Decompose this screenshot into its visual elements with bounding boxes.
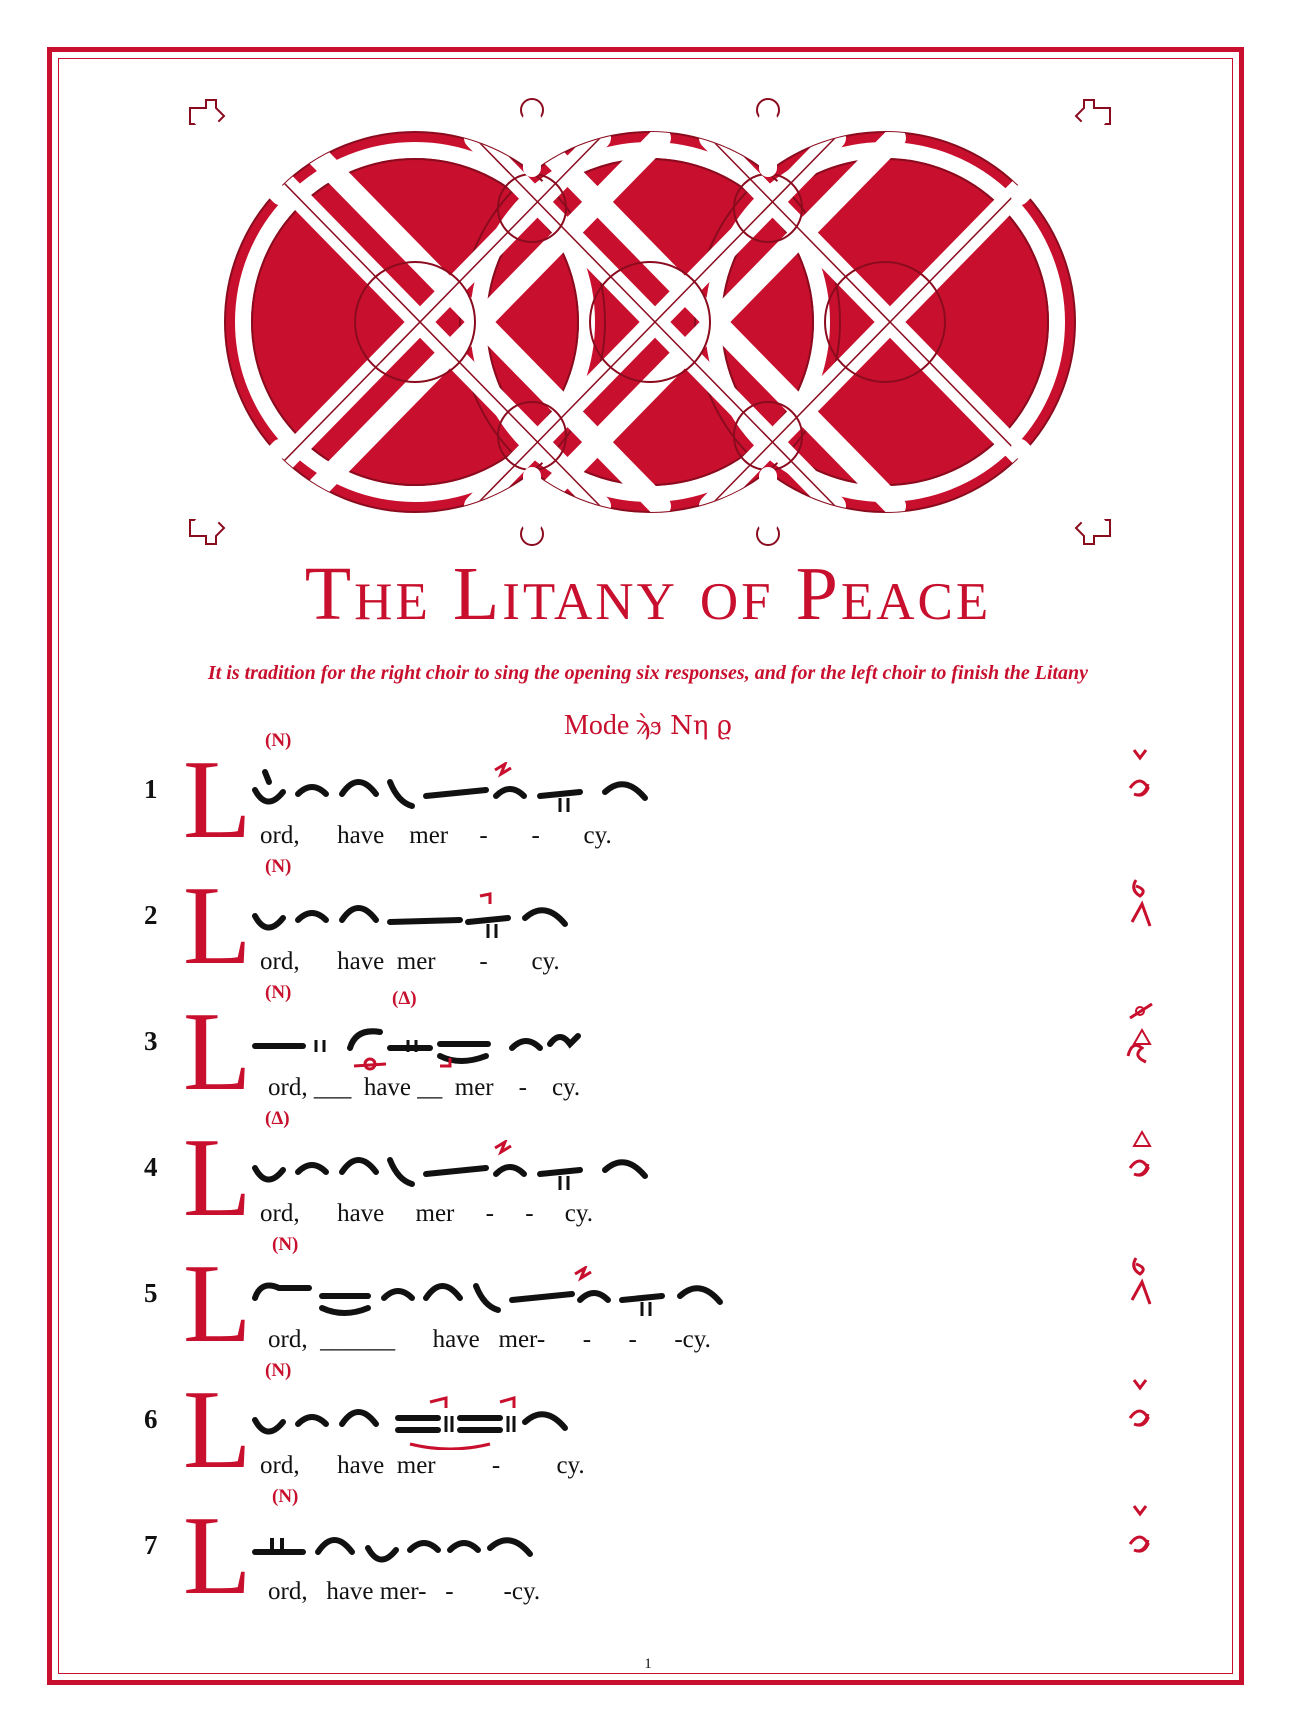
drop-cap: L [183,1116,252,1240]
response-5 [130,1234,1170,1373]
byzantine-neumes [250,1392,770,1450]
martyria-sign [1120,870,1160,970]
response-number: 7 [144,1530,158,1560]
response-number: 3 [144,1026,158,1056]
page-title: The Litany of Peace [304,552,992,636]
martyria-sign [1120,1374,1160,1474]
lyric-text: ord, have mer- - -cy. [268,1578,541,1605]
drop-cap: L [183,1368,252,1492]
choir-instruction: It is tradition for the right choir to sing the opening six responses, and for the left choir to finish the Litany [207,662,1089,684]
response-7 [130,1486,1170,1625]
byzantine-neumes [250,1140,770,1198]
byzantine-neumes [250,1518,770,1576]
response-number: 6 [144,1404,158,1434]
response-6 [130,1360,1170,1499]
byzantine-neumes [250,762,770,820]
mode-label: Mode [563,710,630,741]
response-4 [130,1108,1170,1247]
drop-cap: L [183,1242,252,1366]
drop-cap: L [183,738,252,862]
ison-marker: (N) [265,1360,292,1381]
lyric-text: ord, ______ have mer- - - -cy. [268,1326,711,1353]
response-1 [130,730,1170,869]
byzantine-neumes [250,1014,770,1072]
lyric-text: ord, have mer - - cy. [260,1200,594,1227]
mode-signature: ϡ̀ϧ Νη ϱ [635,711,732,741]
byzantine-neumes [250,1266,770,1324]
response-3 [130,982,1170,1121]
martyria-sign [1120,744,1160,844]
response-2 [130,856,1170,995]
martyria-sign [1120,1122,1160,1222]
lyric-text: ord, have mer - - cy. [260,822,612,849]
ison-marker: (N) [265,982,292,1003]
drop-cap: L [183,864,252,988]
page-number: 1 [644,1656,652,1672]
celtic-knot-ornament [180,98,1120,546]
drop-cap: L [183,1494,252,1618]
response-number: 2 [144,900,158,930]
martyria-sign [1120,1248,1160,1348]
lyric-text: ord, have mer - cy. [260,1452,585,1479]
ison-marker-secondary: (Δ) [392,988,417,1009]
byzantine-neumes [250,888,770,946]
ison-marker: (Δ) [265,1108,290,1129]
ison-marker: (N) [272,1486,299,1507]
drop-cap: L [183,990,252,1114]
lyric-text: ord, ___ have __ mer - cy. [268,1074,581,1101]
martyria-sign [1120,996,1160,1096]
ison-marker: (N) [272,1234,299,1255]
response-number: 5 [144,1278,158,1308]
response-number: 1 [144,774,158,804]
ison-marker: (N) [265,730,292,751]
martyria-sign [1120,1500,1160,1600]
lyric-text: ord, have mer - cy. [260,948,560,975]
response-number: 4 [144,1152,158,1182]
ison-marker: (N) [265,856,292,877]
